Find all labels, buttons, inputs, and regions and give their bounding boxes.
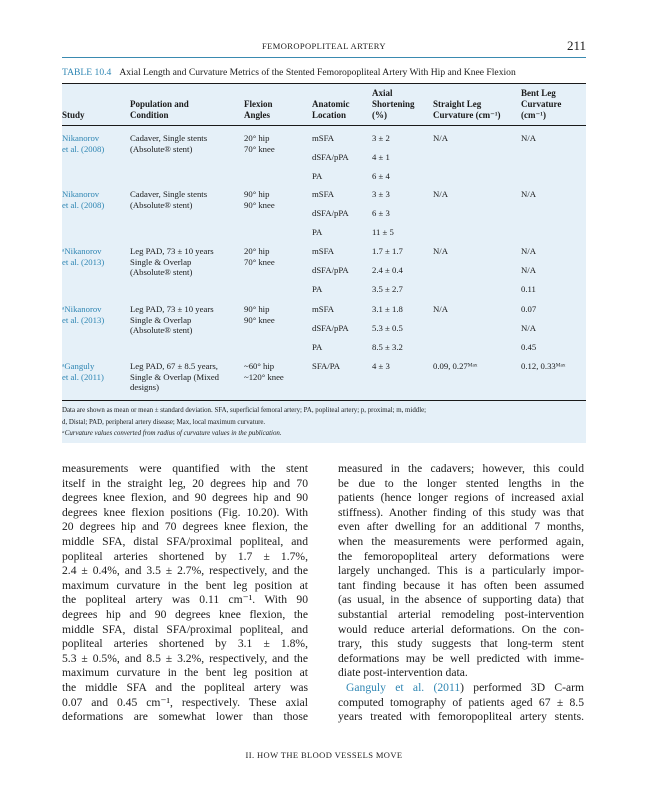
location-cell: dSFA/pPA (312, 323, 349, 333)
table-title: Axial Length and Curvature Metrics of the Stented Femoropopliteal Artery With Hip and Knee Flexion (119, 67, 516, 78)
study-cell: ᵃNikanorov (62, 246, 102, 256)
body-line: popliteal arteries shortened by 1.7 ± 1.7%, (62, 549, 308, 563)
study-cell: et al. (2013) (62, 314, 105, 325)
table-note: d, Distal; PAD, peripheral artery disease; Max, local maximum curvature. (62, 418, 266, 426)
body-line: the middle SFA and the popliteal artery was (62, 680, 308, 694)
location-cell: PA (312, 342, 323, 352)
table-note: ᵃCurvature values converted from radius of curvature values in the publication. (62, 430, 282, 437)
location-cell: PA (312, 227, 323, 237)
straight-curvature-cell: N/A (433, 304, 448, 314)
study-cell: Nikanorov (62, 189, 100, 199)
location-cell: mSFA (312, 246, 335, 256)
table-top-rule (62, 83, 586, 84)
location-cell: mSFA (312, 304, 335, 314)
flexion-cell: 90° knee (244, 314, 275, 325)
body-line: degrees knee flexion, and 90 degrees hip and 90 (62, 491, 308, 505)
body-line: tant finding because it has often been assumed (338, 578, 584, 592)
running-title: FEMOROPOPLITEAL ARTERY (262, 41, 386, 51)
shortening-cell: 6 ± 4 (372, 171, 390, 181)
population-cell: (Absolute® stent) (130, 267, 193, 277)
bent-curvature-cell: N/A (521, 246, 536, 256)
column-header-population: Condition (130, 110, 169, 120)
population-cell: Single & Overlap (130, 256, 192, 267)
bent-curvature-cell: 0.45 (521, 342, 537, 352)
population-cell: Single & Overlap (130, 314, 192, 325)
citation-link[interactable]: Ganguly et al. (2011 (346, 680, 461, 694)
body-line: largely unchanged. This is a particularly impor- (338, 564, 584, 578)
body-line: 5.3 ± 0.5%, and 8.5 ± 3.2%, respectively, and the (62, 651, 308, 665)
body-line: when the measurements were performed again, (338, 534, 584, 548)
column-header-bent: Curvature (521, 99, 562, 109)
body-line: (as usual, in the absence of supporting data) that (338, 593, 584, 607)
population-cell: Leg PAD, 73 ± 10 years (130, 304, 214, 314)
location-cell: mSFA (312, 133, 335, 143)
body-line: 0.07 and 0.45 cm⁻¹, respectively. These axial (62, 695, 308, 709)
body-line: 2.4 ± 0.4%, and 3.5 ± 2.7%, respectively, and the (62, 564, 308, 578)
flexion-cell: 70° knee (244, 256, 275, 267)
column-header-straight: Straight Leg (433, 99, 482, 109)
body-column-left (62, 462, 308, 725)
population-cell: Leg PAD, 67 ± 8.5 years, (130, 361, 218, 371)
column-header-bent: (cm⁻¹) (521, 110, 546, 120)
body-line: stiffness). Another finding of this study was that (338, 505, 584, 519)
page-number: 211 (566, 38, 586, 53)
table-label: TABLE 10.4 (62, 67, 112, 78)
body-line: 20 degrees hip and 70 degrees knee flexion, the (62, 520, 308, 534)
study-cell: et al. (2013) (62, 256, 105, 267)
body-column-right (338, 462, 584, 725)
shortening-cell: 1.7 ± 1.7 (372, 246, 403, 256)
shortening-cell: 3 ± 2 (372, 133, 390, 143)
population-cell: Leg PAD, 73 ± 10 years (130, 246, 214, 256)
location-cell: dSFA/pPA (312, 208, 349, 218)
population-cell: (Absolute® stent) (130, 143, 193, 154)
body-line: the femoropopliteal artery deformations were (338, 549, 584, 563)
running-foot: II. HOW THE BLOOD VESSELS MOVE (245, 750, 403, 760)
bent-curvature-cell: 0.11 (521, 284, 536, 294)
bent-curvature-cell: N/A (521, 133, 536, 143)
shortening-cell: 3 ± 3 (372, 189, 390, 199)
column-header-study: Study (62, 110, 85, 120)
flexion-cell: ~120° knee (244, 371, 284, 382)
population-cell: Cadaver, Single stents (130, 189, 208, 199)
straight-curvature-cell: N/A (433, 133, 448, 143)
bent-curvature-cell: 0.07 (521, 304, 537, 314)
straight-curvature-cell: 0.09, 0.27ᴹᵃˣ (433, 361, 478, 371)
body-line: deformations are somewhat lower than those (62, 710, 308, 724)
study-cell: ᵃGanguly (62, 361, 95, 371)
body-line: middle SFA, distal SFA/proximal popliteal, and (62, 534, 308, 548)
body-line: itself in the straight leg, 20 degrees hip and 70 (62, 476, 308, 490)
body-line: be due to the longer stented lengths in the (338, 476, 584, 490)
shortening-cell: 3.1 ± 1.8 (372, 304, 403, 314)
location-cell: SFA/PA (312, 361, 341, 371)
flexion-cell: 20° hip (244, 133, 270, 143)
shortening-cell: 4 ± 1 (372, 152, 390, 162)
body-line: Ganguly et al. (2011) performed 3D C-arm (346, 680, 584, 694)
shortening-cell: 4 ± 3 (372, 361, 390, 371)
population-cell: (Absolute® stent) (130, 199, 193, 210)
location-cell: dSFA/pPA (312, 265, 349, 275)
column-header-shortening: Axial (372, 88, 393, 98)
straight-curvature-cell: N/A (433, 189, 448, 199)
body-line: even after dwelling for an additional 7 months, (338, 520, 584, 534)
body-line: degrees knee flexion positions (Fig. 10.20). With (62, 505, 308, 519)
body-line: the popliteal artery was 0.11 cm⁻¹. With 90 (62, 593, 308, 607)
table-header-rule (62, 125, 586, 126)
population-cell: Cadaver, Single stents (130, 133, 208, 143)
population-cell: designs) (130, 382, 159, 392)
bent-curvature-cell: 0.12, 0.33ᴹᵃˣ (521, 361, 566, 371)
shortening-cell: 3.5 ± 2.7 (372, 284, 403, 294)
body-line: popliteal arteries shortened by 3.1 ± 1.8%, (62, 637, 308, 651)
table-bottom-rule (62, 400, 586, 401)
study-cell: et al. (2011) (62, 371, 104, 382)
table-note: Data are shown as mean or mean ± standard deviation. SFA, superficial femoral artery; PA, popliteal artery; p, proximal; m, middle; (62, 407, 427, 414)
body-line: degrees hip and 90 degrees knee flexion, the (62, 607, 308, 621)
study-cell: et al. (2008) (62, 199, 105, 210)
body-line: computed tomography of patients aged 67 ± 8.5 (338, 695, 584, 709)
body-line: maximum curvature in the bent leg position at (62, 578, 308, 592)
header-rule (62, 57, 586, 58)
running-head (62, 38, 586, 54)
population-cell: (Absolute® stent) (130, 325, 193, 335)
body-line: diate post-intervention data. (338, 666, 468, 680)
column-header-shortening: (%) (372, 110, 387, 120)
body-line: patients (hence longer regions of increased axial (338, 491, 584, 505)
column-header-bent: Bent Leg (521, 88, 556, 98)
location-cell: PA (312, 171, 323, 181)
column-header-flexion: Flexion (244, 99, 273, 109)
body-line: substantial arterial remodeling post-intervention (338, 607, 584, 621)
flexion-cell: 90° hip (244, 189, 270, 199)
column-header-location: Anatomic (312, 99, 350, 109)
body-line: middle SFA, distal SFA/proximal popliteal, and (62, 622, 308, 636)
column-header-population: Population and (130, 99, 189, 109)
body-line: years treated with femoropopliteal artery stents. (338, 710, 584, 724)
column-header-straight: Curvature (cm⁻¹) (433, 110, 501, 120)
location-cell: PA (312, 284, 323, 294)
study-cell: et al. (2008) (62, 143, 105, 154)
column-header-location: Location (312, 110, 347, 120)
flexion-cell: 70° knee (244, 143, 275, 154)
location-cell: dSFA/pPA (312, 152, 349, 162)
table-caption (62, 67, 592, 78)
flexion-cell: 90° knee (244, 199, 275, 210)
flexion-cell: 90° hip (244, 304, 270, 314)
bent-curvature-cell: N/A (521, 265, 536, 275)
bent-curvature-cell: N/A (521, 189, 536, 199)
shortening-cell: 2.4 ± 0.4 (372, 265, 403, 275)
study-cell: ᵃNikanorov (62, 304, 102, 314)
body-line: maximum curvature in the bent leg position at (62, 666, 308, 680)
shortening-cell: 11 ± 5 (372, 227, 394, 237)
flexion-cell: ~60° hip (244, 361, 275, 371)
body-line: would reduce arterial deformations. On the con- (338, 622, 584, 636)
study-cell: Nikanorov (62, 133, 100, 143)
body-line: trary, this study suggests that long-term stent (338, 637, 584, 651)
column-header-shortening: Shortening (372, 99, 415, 109)
flexion-cell: 20° hip (244, 246, 270, 256)
bent-curvature-cell: N/A (521, 323, 536, 333)
shortening-cell: 6 ± 3 (372, 208, 390, 218)
location-cell: mSFA (312, 189, 335, 199)
body-line: deformations may be well predicted with imme- (338, 651, 584, 665)
column-header-flexion: Angles (244, 110, 271, 120)
straight-curvature-cell: N/A (433, 246, 448, 256)
shortening-cell: 5.3 ± 0.5 (372, 323, 403, 333)
population-cell: Single & Overlap (Mixed (130, 371, 220, 382)
shortening-cell: 8.5 ± 3.2 (372, 342, 403, 352)
table-notes (62, 405, 586, 440)
body-line: measurements were quantified with the stent (62, 462, 308, 475)
body-line: measured in the cadavers; however, this could (338, 462, 584, 475)
